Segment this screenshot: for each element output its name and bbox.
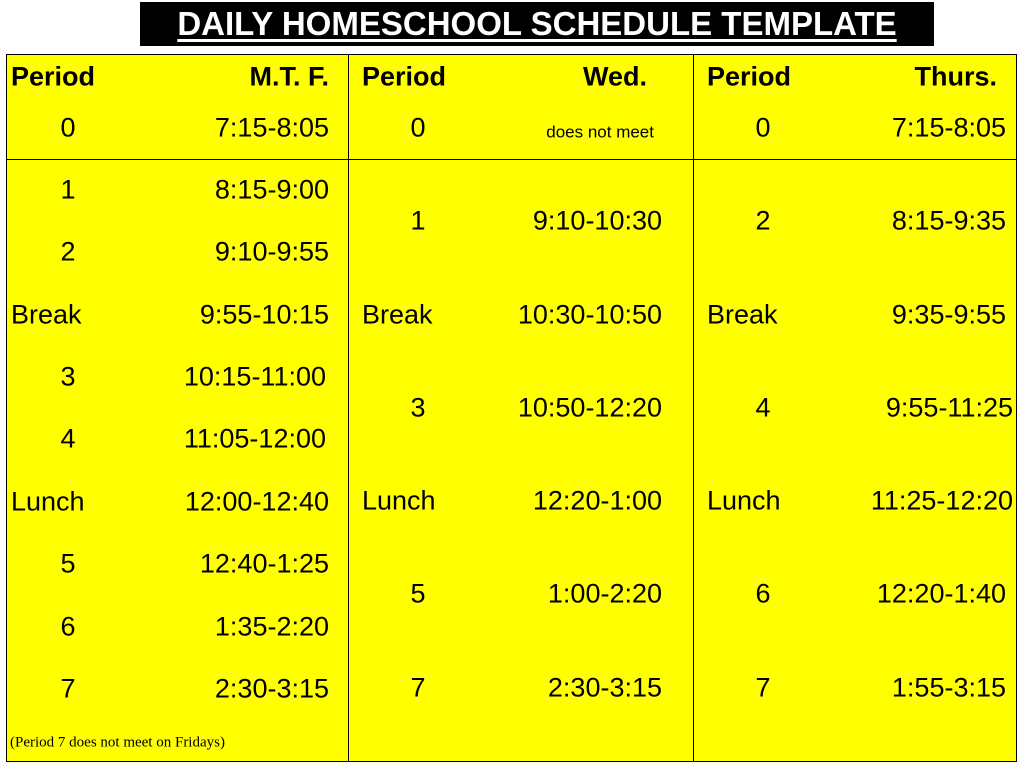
time-slot: 9:55-11:25	[885, 392, 1013, 423]
time-slot-note: does not meet	[546, 122, 654, 142]
period-label: 7	[755, 672, 771, 703]
period-label-lunch: Lunch	[362, 485, 436, 516]
header-divider	[6, 159, 1017, 160]
time-slot: 9:55-10:15	[199, 299, 329, 330]
period-label: 2	[60, 236, 76, 267]
time-slot: 11:05-12:00	[183, 423, 326, 454]
time-slot: 9:10-10:30	[532, 205, 662, 236]
time-slot: 8:15-9:35	[891, 205, 1006, 236]
time-slot: 1:35-2:20	[214, 611, 329, 642]
period-label: 1	[410, 205, 426, 236]
time-slot: 2:30-3:15	[214, 673, 329, 704]
time-slot: 12:00-12:40	[184, 486, 329, 517]
time-slot: 7:15-8:05	[214, 112, 329, 143]
period-label: 3	[60, 361, 76, 392]
day-header-mtf: M.T. F.	[249, 61, 329, 92]
period-label: 0	[60, 112, 76, 143]
period-header: Period	[707, 61, 792, 92]
period-label-break: Break	[707, 299, 778, 330]
time-slot: 12:20-1:00	[532, 485, 662, 516]
period-label: 6	[755, 578, 771, 609]
time-slot: 1:55-3:15	[891, 672, 1006, 703]
period-label-break: Break	[362, 299, 433, 330]
period-label: 5	[60, 548, 76, 579]
period-header: Period	[362, 61, 447, 92]
period-label: 0	[410, 112, 426, 143]
time-slot: 2:30-3:15	[547, 672, 662, 703]
column-divider	[693, 54, 694, 762]
time-slot: 9:35-9:55	[891, 299, 1006, 330]
period-label: 5	[410, 578, 426, 609]
period-label: 6	[60, 611, 76, 642]
period-label: 0	[755, 112, 771, 143]
day-header-thurs: Thurs.	[914, 61, 997, 92]
time-slot: 10:15-11:00	[183, 361, 326, 392]
period-label: 3	[410, 392, 426, 423]
period-header: Period	[11, 61, 96, 92]
period-label: 4	[60, 423, 76, 454]
time-slot: 10:30-10:50	[517, 299, 662, 330]
time-slot: 11:25-12:20	[870, 485, 1013, 516]
period-label: 7	[410, 672, 426, 703]
page-title: DAILY HOMESCHOOL SCHEDULE TEMPLATE	[177, 5, 897, 42]
time-slot: 10:50-12:20	[517, 392, 662, 423]
period-label: 7	[60, 673, 76, 704]
time-slot: 9:10-9:55	[214, 236, 329, 267]
column-divider	[348, 54, 349, 762]
period-label-lunch: Lunch	[707, 485, 781, 516]
period-label: 4	[755, 392, 771, 423]
period-label-lunch: Lunch	[11, 486, 85, 517]
time-slot: 12:40-1:25	[199, 548, 329, 579]
footnote: (Period 7 does not meet on Fridays)	[10, 734, 225, 751]
time-slot: 12:20-1:40	[876, 578, 1006, 609]
time-slot: 8:15-9:00	[214, 174, 329, 205]
day-header-wed: Wed.	[582, 61, 647, 92]
time-slot: 1:00-2:20	[547, 578, 662, 609]
period-label: 2	[755, 205, 771, 236]
schedule-table	[6, 54, 1017, 762]
time-slot: 7:15-8:05	[891, 112, 1006, 143]
period-label-break: Break	[11, 299, 82, 330]
period-label: 1	[60, 174, 76, 205]
